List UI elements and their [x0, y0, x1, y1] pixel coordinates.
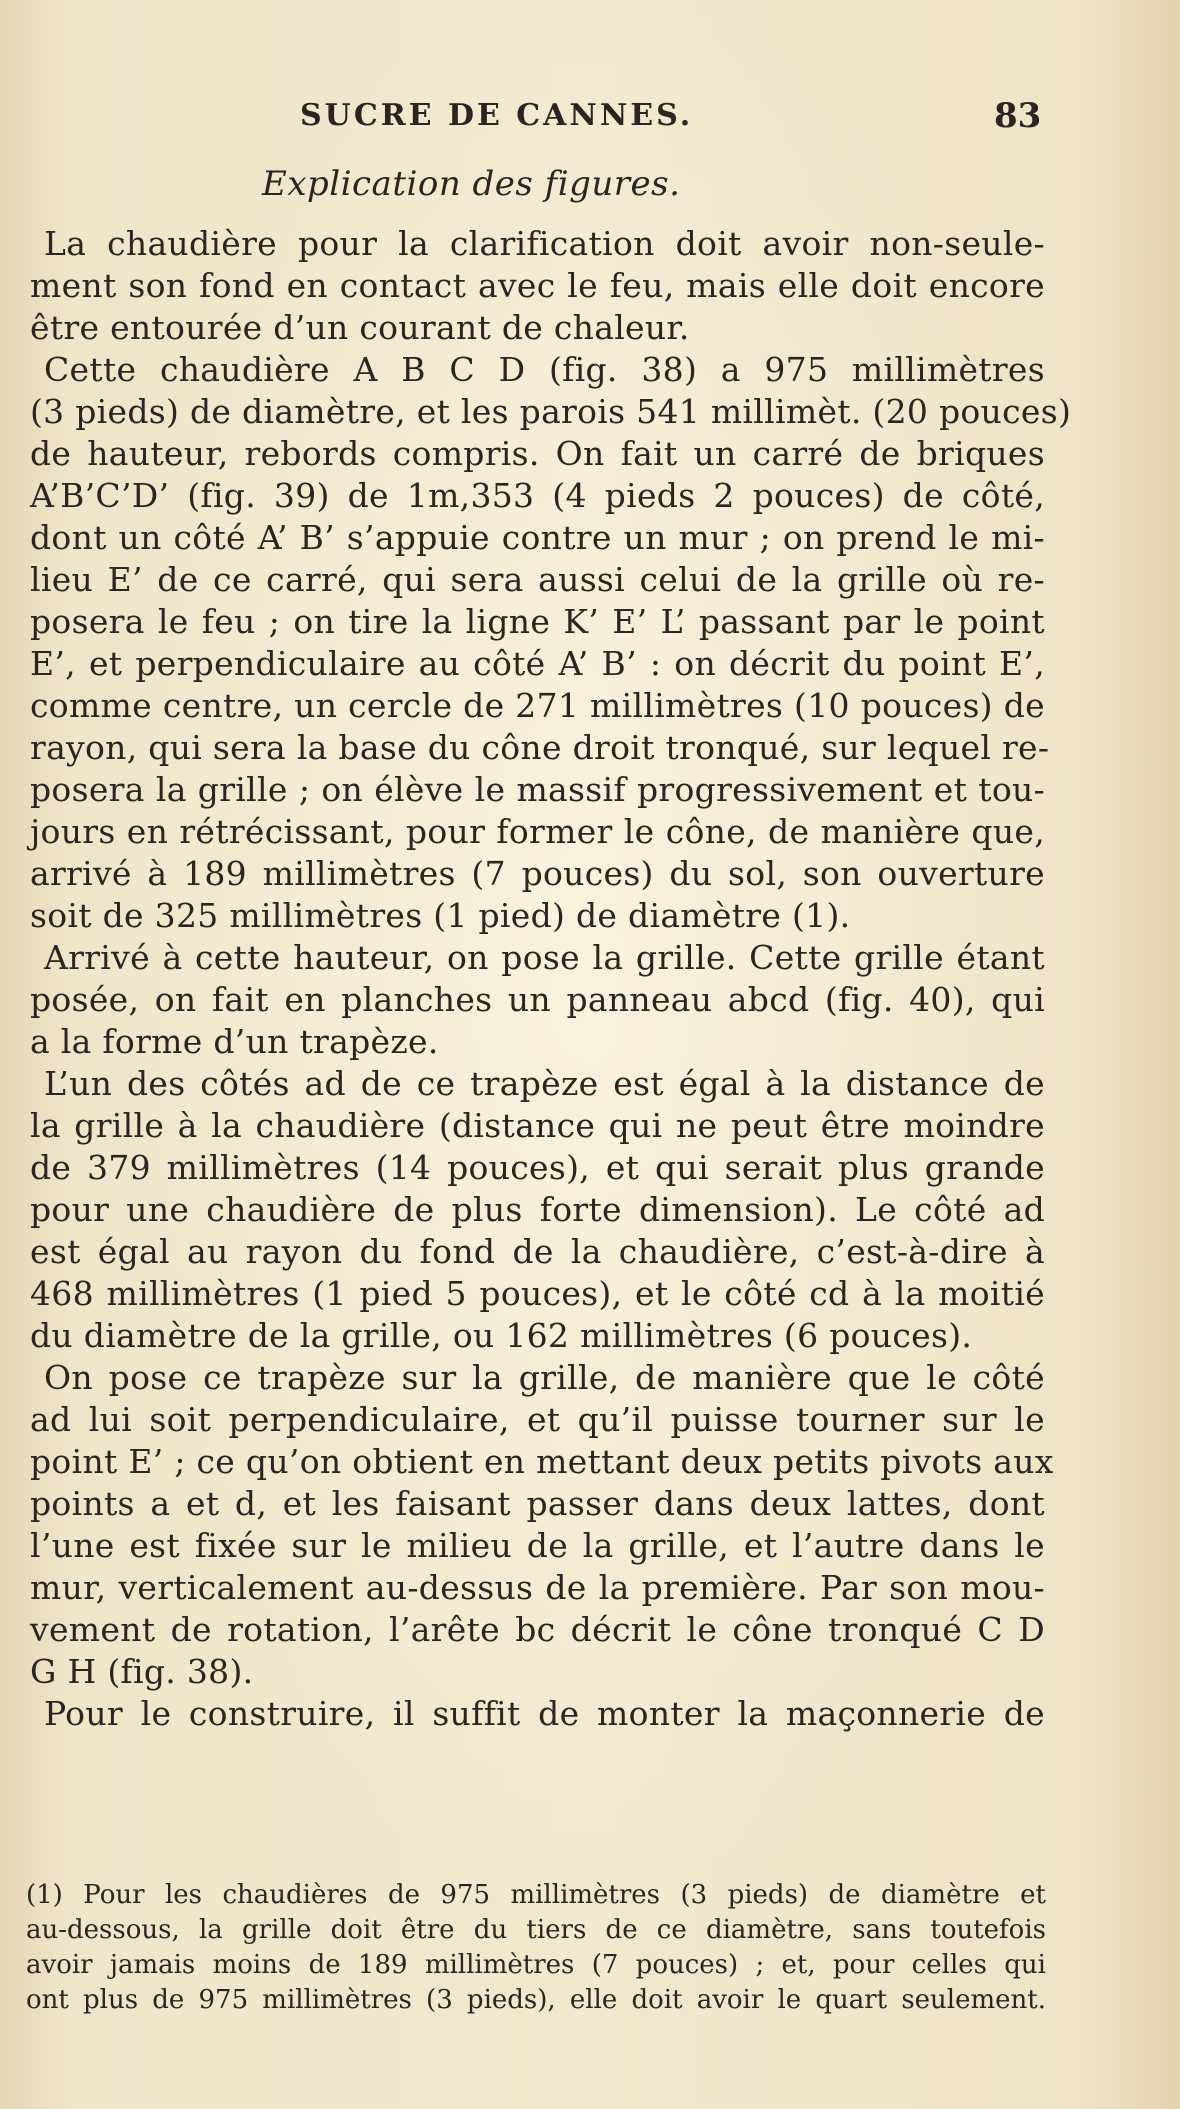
page-number: 83: [994, 96, 1042, 136]
text-line: mur, verticalement au-dessus de la première. Par son mou-: [30, 1568, 1045, 1607]
text-line: lieu E’ de ce carré, qui sera aussi celui de la grille où re-: [30, 560, 1045, 599]
text-line: de 379 millimètres (14 pouces), et qui serait plus grande: [30, 1148, 1045, 1187]
text-line: comme centre, un cercle de 271 millimètres (10 pouces) de: [30, 686, 1045, 725]
text-line: points a et d, et les faisant passer dans deux lattes, dont: [30, 1484, 1045, 1523]
text-line: arrivé à 189 millimètres (7 pouces) du sol, son ouverture: [30, 854, 1045, 893]
text-line: jours en rétrécissant, pour former le cône, de manière que,: [30, 812, 1045, 851]
text-line: 468 millimètres (1 pied 5 pouces), et le côté cd à la moitié: [30, 1274, 1045, 1313]
text-line: La chaudière pour la clarification doit avoir non-seule-: [44, 224, 1045, 263]
text-line: être entourée d’un courant de chaleur.: [30, 308, 690, 347]
text-line: point E’ ; ce qu’on obtient en mettant deux petits pivots aux: [30, 1442, 1054, 1481]
footnote-line: au-dessous, la grille doit être du tiers de ce diamètre, sans toutefois: [26, 1915, 1046, 1945]
text-line: rayon, qui sera la base du cône droit tronqué, sur lequel re-: [30, 728, 1050, 767]
text-line: Arrivé à cette hauteur, on pose la grille. Cette grille étant: [44, 938, 1045, 977]
footnote-line: ont plus de 975 millimètres (3 pieds), elle doit avoir le quart seulement.: [26, 1985, 1046, 2015]
text-line: L’un des côtés ad de ce trapèze est égal à la distance de: [44, 1064, 1045, 1103]
text-line: du diamètre de la grille, ou 162 millimètres (6 pouces).: [30, 1316, 973, 1355]
text-line: (3 pieds) de diamètre, et les parois 541 millimèt. (20 pouces): [30, 392, 1072, 431]
text-line: On pose ce trapèze sur la grille, de manière que le côté: [44, 1358, 1045, 1397]
text-line: A’B’C’D’ (fig. 39) de 1m,353 (4 pieds 2 pouces) de côté,: [30, 476, 1045, 515]
text-line: vement de rotation, l’arête bc décrit le cône tronqué C D: [30, 1610, 1045, 1649]
text-line: a la forme d’un trapèze.: [30, 1022, 439, 1061]
text-line: Cette chaudière A B C D (fig. 38) a 975 millimètres: [44, 350, 1045, 389]
text-line: est égal au rayon du fond de la chaudière, c’est-à-dire à: [30, 1232, 1045, 1271]
section-title: Explication des figures.: [262, 164, 681, 204]
footnote-line: (1) Pour les chaudières de 975 millimètres (3 pieds) de diamètre et: [26, 1880, 1046, 1910]
text-line: E’, et perpendiculaire au côté A’ B’ : on décrit du point E’,: [30, 644, 1045, 683]
running-title: SUCRE DE CANNES.: [300, 98, 694, 133]
text-line: posée, on fait en planches un panneau abcd (fig. 40), qui: [30, 980, 1045, 1019]
text-line: de hauteur, rebords compris. On fait un carré de briques: [30, 434, 1045, 473]
text-line: G H (fig. 38).: [30, 1652, 254, 1691]
footnote-line: avoir jamais moins de 189 millimètres (7 pouces) ; et, pour celles qui: [26, 1950, 1046, 1980]
text-line: dont un côté A’ B’ s’appuie contre un mur ; on prend le mi-: [30, 518, 1045, 557]
text-line: l’une est fixée sur le milieu de la grille, et l’autre dans le: [30, 1526, 1045, 1565]
text-line: soit de 325 millimètres (1 pied) de diamètre (1).: [30, 896, 851, 935]
text-line: ment son fond en contact avec le feu, mais elle doit encore: [30, 266, 1045, 305]
text-line: la grille à la chaudière (distance qui ne peut être moindre: [30, 1106, 1045, 1145]
text-line: Pour le construire, il suffit de monter la maçonnerie de: [44, 1694, 1045, 1733]
text-line: pour une chaudière de plus forte dimension). Le côté ad: [30, 1190, 1045, 1229]
text-line: posera la grille ; on élève le massif progressivement et tou-: [30, 770, 1045, 809]
text-line: posera le feu ; on tire la ligne K’ E’ L’ passant par le point: [30, 602, 1045, 641]
text-line: ad lui soit perpendiculaire, et qu’il puisse tourner sur le: [30, 1400, 1045, 1439]
